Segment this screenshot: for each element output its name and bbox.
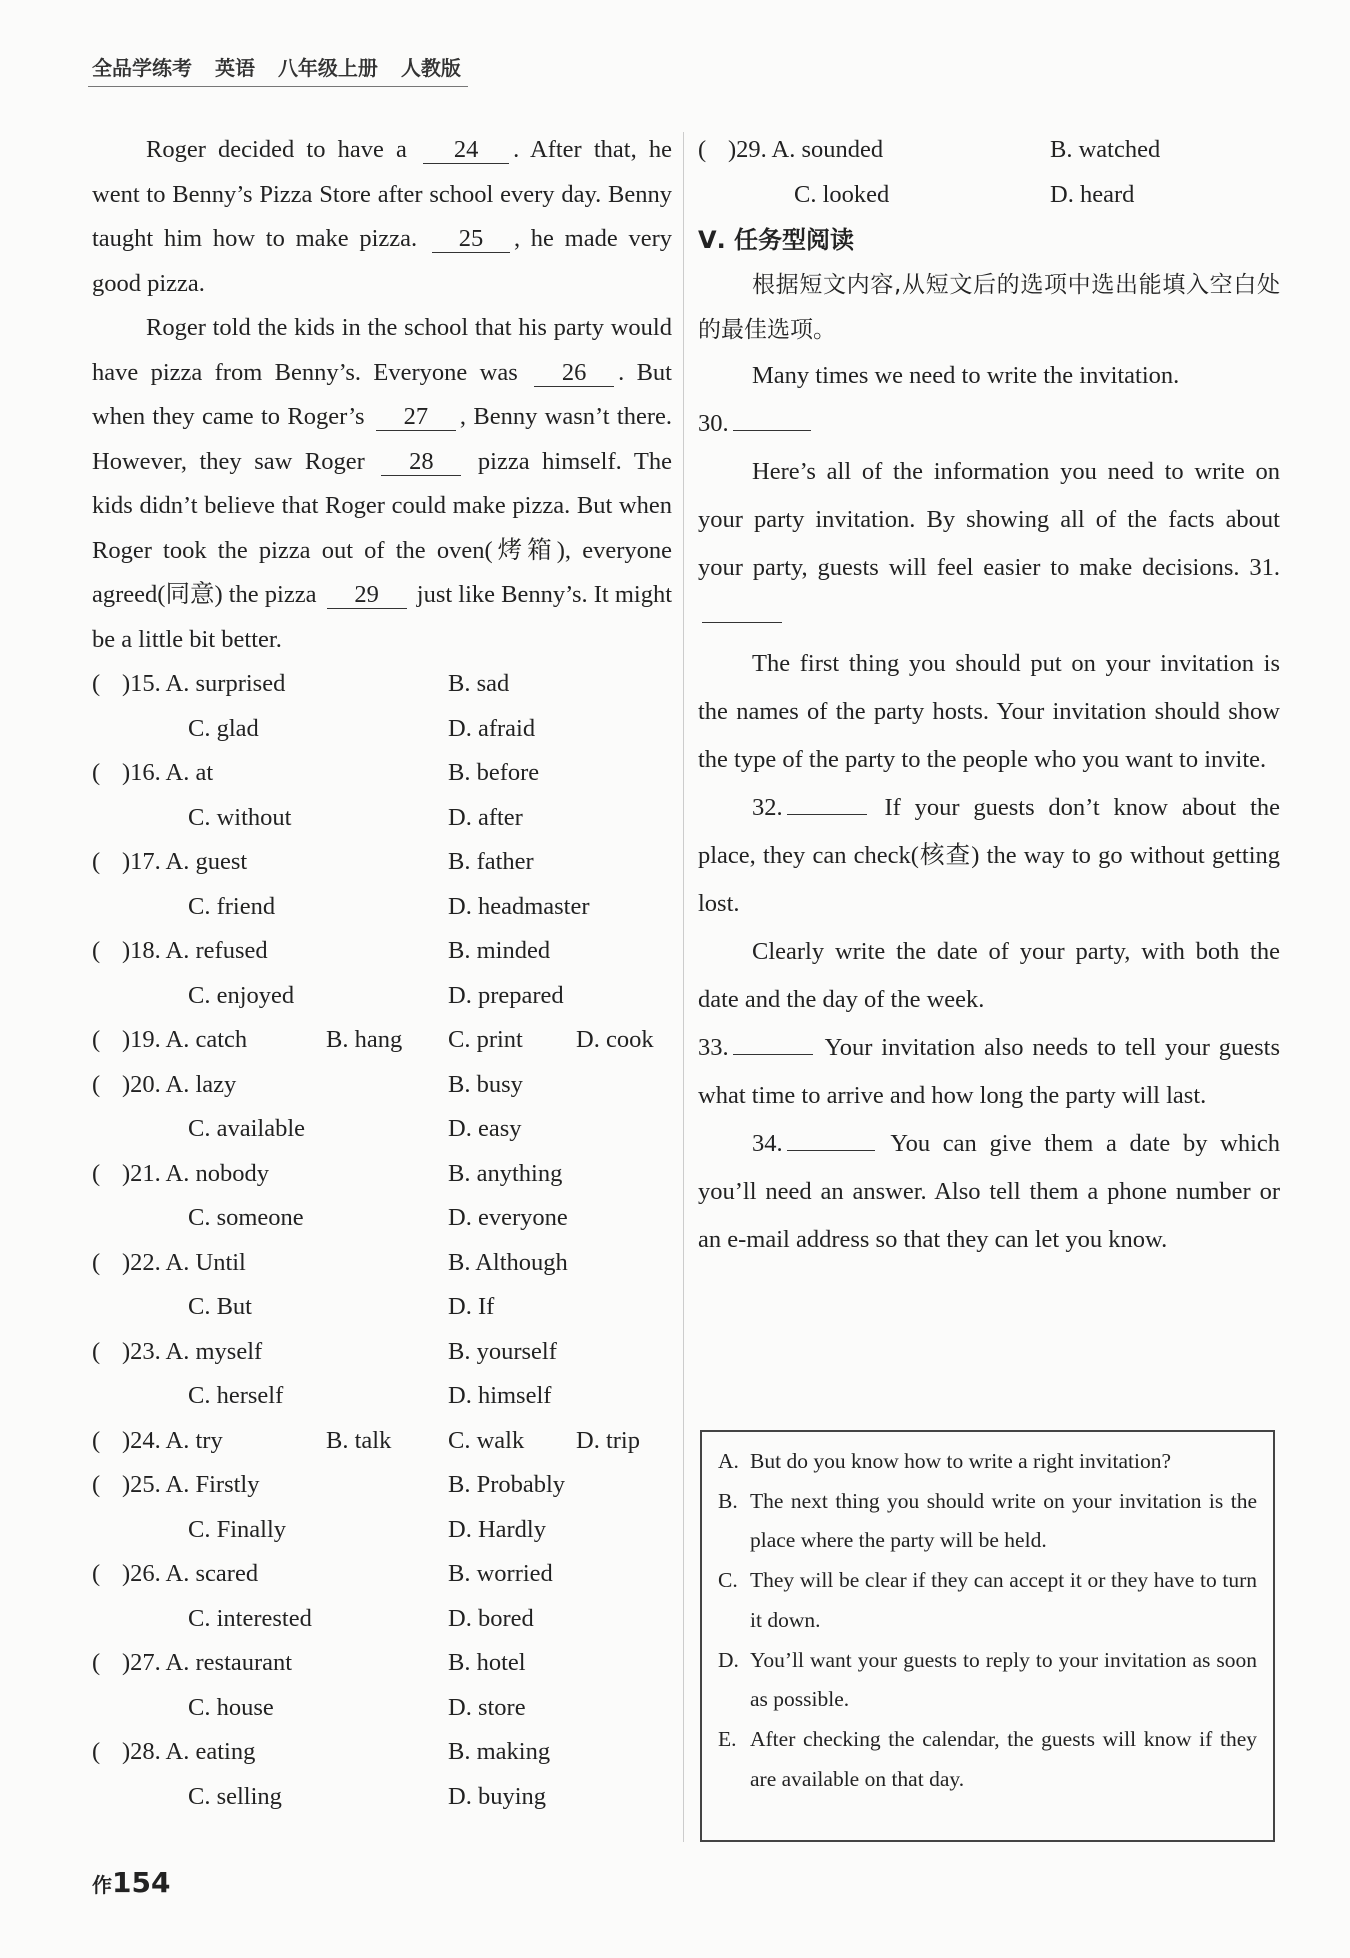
blank-34[interactable]: [787, 1150, 875, 1151]
answer-paren[interactable]: (: [92, 759, 101, 786]
answer-paren[interactable]: (: [92, 1738, 101, 1765]
option-b: B. busy: [448, 1070, 523, 1098]
option-d: D. afraid: [448, 714, 536, 742]
option-text: They will be clear if they can accept it or they have to turn it down.: [750, 1568, 1257, 1632]
question-row: [92, 840, 672, 885]
option-b: B. yourself: [448, 1337, 557, 1365]
option-letter: C.: [718, 1568, 738, 1593]
blank-label-33: 33.: [698, 1034, 729, 1061]
answer-paren[interactable]: (: [698, 136, 707, 163]
blank-26: 26: [534, 360, 614, 387]
passage-text: pizza himself. The kids didn’t believe that Roger could make pizza. But when Roger took the pizza out of the oven(烤箱), everyone agreed(同意) the pizza: [92, 447, 672, 608]
option-a: )16. A. at: [122, 759, 214, 786]
question-row: [92, 1686, 672, 1731]
option-b: B. anything: [448, 1159, 563, 1187]
option-a: )19. A. catch: [122, 1026, 248, 1053]
answer-paren[interactable]: (: [92, 1560, 101, 1587]
passage-paragraph-1: [92, 128, 672, 306]
option-letter: E.: [718, 1726, 737, 1751]
option-a: )24. A. try: [122, 1426, 223, 1454]
blank-32[interactable]: [787, 814, 867, 815]
option-d: D. store: [448, 1693, 526, 1721]
option-c: C. enjoyed: [188, 981, 295, 1009]
option-c: C. walk: [448, 1426, 525, 1454]
option-b: B. worried: [448, 1560, 553, 1587]
reading-text: Here’s all of the information you need to write on your party invitation. By showing all of the facts about your party, guests will feel easier to make decisions.: [698, 458, 1280, 581]
reading-text: Many times we need to write the invitation.: [752, 362, 1180, 389]
option-b: B. hang: [326, 1026, 403, 1053]
option-a: )28. A. eating: [122, 1738, 256, 1765]
answer-paren[interactable]: (: [92, 1159, 101, 1187]
blank-label-32: 32.: [752, 794, 783, 821]
reading-text: You can give them a date by which you’ll need an answer. Also tell them a phone number or an e-mail address so that they can let you know.: [698, 1130, 1281, 1253]
option-a: )20. A. lazy: [122, 1070, 237, 1098]
multiple-choice-questions: [92, 662, 672, 1819]
blank-29: 29: [327, 582, 407, 609]
option-d: D. cook: [576, 1026, 654, 1053]
option-text: You’ll want your guests to reply to your invitation as soon as possible.: [750, 1647, 1257, 1712]
option-a: )27. A. restaurant: [122, 1649, 293, 1676]
question-row: [92, 1730, 672, 1775]
question-row: [92, 1419, 672, 1464]
reading-paragraph-3: [698, 640, 1280, 784]
question-29-row-2: [698, 173, 1280, 218]
header-subject: 英语: [214, 56, 255, 80]
passage-text: , he made very good pizza.: [92, 225, 673, 297]
question-row: [92, 1107, 672, 1152]
option-b: B. talk: [326, 1426, 392, 1454]
option-letter: B.: [718, 1488, 738, 1513]
blank-label-34: 34.: [752, 1130, 783, 1157]
blank-label-30: 30.: [698, 410, 729, 437]
answer-paren[interactable]: (: [92, 1070, 101, 1098]
option-b: B. watched: [1050, 136, 1161, 163]
option-b: B. sad: [448, 670, 510, 697]
page-footer: [92, 1866, 170, 1899]
question-row: [92, 751, 672, 796]
option-c: C. someone: [188, 1204, 304, 1231]
right-column: [698, 128, 1280, 1264]
question-row: [92, 1597, 672, 1642]
passage-text: Roger told the kids in the school that his party would have pizza from Benny’s. Everyone was: [92, 314, 672, 386]
blank-25: 25: [432, 226, 510, 253]
option-letter: A.: [718, 1449, 739, 1473]
option-c: C. interested: [188, 1604, 312, 1632]
option-a: )25. A. Firstly: [122, 1471, 260, 1498]
header-grade: 八年级上册: [277, 56, 378, 80]
header-edition: 人教版: [400, 56, 461, 80]
option-d: D. bored: [448, 1604, 534, 1632]
answer-paren[interactable]: (: [92, 670, 101, 697]
section-title: Ⅴ. 任务型阅读: [698, 226, 855, 254]
section-instruction: 根据短文内容,从短文后的选项中选出能填入空白处的最佳选项。: [698, 272, 1280, 343]
reading-text: Your invitation also needs to tell your guests what time to arrive and how long the party will last.: [698, 1034, 1280, 1109]
answer-paren[interactable]: (: [92, 1026, 101, 1053]
option-d: D. himself: [448, 1382, 552, 1409]
option-letter: D.: [718, 1647, 739, 1672]
option-d: D. trip: [576, 1426, 640, 1454]
option-c: C. selling: [188, 1782, 282, 1810]
option-c: C. without: [188, 803, 292, 831]
passage-text: . But when they came to Roger’s: [92, 358, 672, 430]
blank-24: 24: [423, 137, 509, 164]
option-c: C. But: [188, 1293, 252, 1320]
question-row: [92, 796, 672, 841]
answer-paren[interactable]: (: [92, 1649, 101, 1676]
option-d: D. If: [448, 1293, 495, 1320]
option-c: C. friend: [188, 892, 276, 920]
question-row: [92, 1018, 672, 1063]
question-row: [92, 1241, 672, 1286]
option-a: )26. A. scared: [122, 1560, 259, 1587]
option-b: B. father: [448, 848, 534, 875]
option-d: D. prepared: [448, 981, 564, 1009]
option-c: C. house: [188, 1693, 274, 1721]
passage-paragraph-2: [92, 306, 672, 662]
question-29: [698, 128, 1280, 173]
question-row: [92, 1508, 672, 1553]
option-b: B. minded: [448, 937, 551, 964]
reading-paragraph-5: [698, 928, 1280, 1024]
option-a: )23. A. myself: [122, 1337, 263, 1365]
reading-paragraph-2: [698, 448, 1280, 640]
option-d: D. headmaster: [448, 892, 590, 920]
header-series: 全品学练考: [92, 56, 192, 80]
option-b: B. before: [448, 759, 540, 786]
option-d: D. Hardly: [448, 1515, 546, 1543]
answer-paren[interactable]: (: [92, 848, 101, 875]
question-row: [92, 1063, 672, 1108]
option-c: C. available: [188, 1115, 306, 1142]
question-row: [92, 1775, 672, 1820]
blank-27: 27: [376, 404, 456, 431]
answer-paren[interactable]: (: [92, 1426, 101, 1454]
column-divider: [683, 132, 684, 1842]
option-a: )15. A. surprised: [122, 670, 286, 697]
reading-paragraph-4: [698, 784, 1280, 928]
question-row: [92, 885, 672, 930]
question-row: [92, 974, 672, 1019]
answer-paren[interactable]: (: [92, 1248, 101, 1276]
option-d: D. buying: [448, 1782, 546, 1810]
passage-text: Roger decided to have a: [146, 136, 407, 163]
option-c: C. glad: [188, 714, 259, 742]
option-a: )18. A. refused: [122, 937, 268, 964]
option-b: B. making: [448, 1738, 551, 1765]
option-a: )29. A. sounded: [728, 136, 884, 163]
option-b: B. hotel: [448, 1649, 526, 1676]
reading-paragraph-1: [698, 352, 1280, 400]
option-a: )22. A. Until: [122, 1248, 246, 1276]
option-d: D. easy: [448, 1115, 522, 1142]
blank-33[interactable]: [733, 1054, 813, 1055]
answer-paren[interactable]: (: [92, 1471, 101, 1498]
question-row: [92, 1463, 672, 1508]
option-d: D. heard: [1050, 180, 1135, 208]
reading-text: The first thing you should put on your invitation is the names of the party hosts. Your invitation should show the type of the party to the people who you want to invite.: [698, 650, 1280, 773]
option-text: But do you know how to write a right invitation?: [750, 1449, 1171, 1473]
option-text: After checking the calendar, the guests will know if they are available on that day.: [750, 1726, 1257, 1791]
option-d: D. everyone: [448, 1204, 568, 1231]
reading-paragraph-6: [698, 1024, 1280, 1120]
question-row: [92, 1285, 672, 1330]
option-entry: [718, 1720, 1257, 1799]
reading-text: If your guests don’t know about the place, they can check(核查) the way to go without getting lost.: [698, 794, 1281, 917]
question-row: [92, 662, 672, 707]
question-row: [92, 1374, 672, 1419]
question-row: [92, 707, 672, 752]
question-row: [92, 1152, 672, 1197]
passage-text: . After that, he went to Benny’s Pizza Store after school every day. Benny taught him how to make pizza.: [92, 136, 673, 252]
option-b: B. Although: [448, 1248, 568, 1276]
question-row: [92, 929, 672, 974]
option-text: The next thing you should write on your invitation is the place where the party will be held.: [750, 1488, 1257, 1553]
passage-text: , Benny wasn’t there. However, they saw Roger: [92, 403, 672, 475]
blank-31[interactable]: [702, 622, 782, 623]
blank-label-31: 31.: [1249, 554, 1281, 581]
option-entry: [718, 1442, 1257, 1482]
passage-text: just like Benny’s. It might be a little bit better.: [92, 581, 673, 653]
option-c: C. Finally: [188, 1515, 287, 1543]
answer-paren[interactable]: (: [92, 1337, 101, 1365]
blank-30[interactable]: [733, 430, 811, 431]
option-c: C. looked: [794, 180, 890, 208]
answer-paren[interactable]: (: [92, 937, 101, 964]
header-divider: [88, 86, 468, 87]
question-row: [92, 1552, 672, 1597]
footer-label: 作: [92, 1873, 112, 1897]
question-row: [92, 1330, 672, 1375]
option-c: C. herself: [188, 1382, 284, 1409]
option-entry: [718, 1482, 1257, 1561]
option-c: C. print: [448, 1026, 523, 1053]
blank-28: 28: [381, 449, 461, 476]
options-box: [700, 1430, 1275, 1842]
option-d: D. after: [448, 803, 523, 831]
answer-line-30: [698, 400, 1280, 448]
question-row: [92, 1641, 672, 1686]
reading-text: Clearly write the date of your party, with both the date and the day of the week.: [698, 938, 1280, 1013]
option-entry: [718, 1641, 1257, 1720]
option-b: B. Probably: [448, 1471, 566, 1498]
reading-paragraph-7: [698, 1120, 1280, 1264]
option-entry: [718, 1561, 1257, 1640]
question-row: [92, 1196, 672, 1241]
option-a: )21. A. nobody: [122, 1159, 269, 1187]
option-a: )17. A. guest: [122, 848, 248, 875]
page-number: 154: [112, 1866, 171, 1899]
left-column: [92, 128, 672, 1819]
